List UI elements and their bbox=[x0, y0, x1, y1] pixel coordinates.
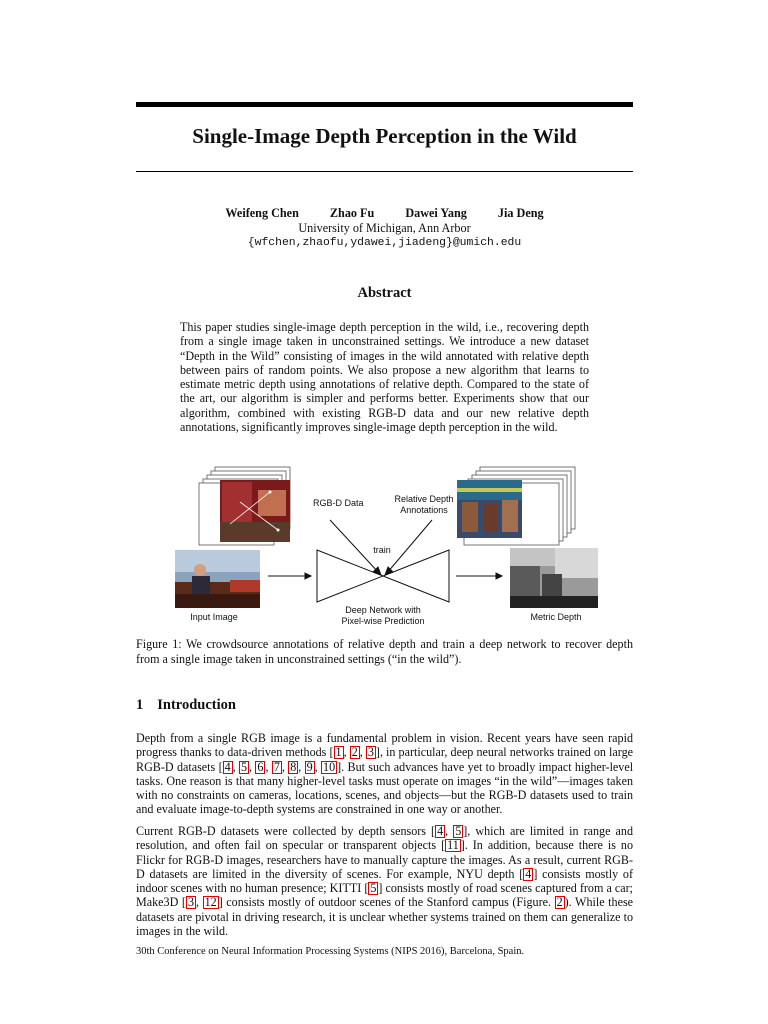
rgbd-data-label: RGB-D Data bbox=[313, 498, 364, 508]
author-name: Weifeng Chen bbox=[225, 206, 299, 220]
citation-link[interactable]: 3 bbox=[367, 745, 374, 760]
citation-link[interactable]: 4 bbox=[525, 866, 532, 881]
relative-depth-image-stack bbox=[457, 467, 575, 545]
citation-link[interactable]: 4 bbox=[224, 759, 231, 774]
citation-link[interactable]: 2 bbox=[351, 745, 358, 760]
train-label: train bbox=[373, 545, 391, 555]
intro-paragraph-2: Current RGB-D datasets were collected by depth sensors [ 4 , 5 ], which are limited in range and resolution, and often fail on specular or transparent objects [ 11 ]. In addition, because there is no Flickr for RGB-D images, researchers have to manually capture the images. As a result, current RGB-D datasets are limited in the diversity of scenes. For example, NYU depth [ 4 ] consists mostly of indoor scenes with no human presence; KITTI [ 5 ] consists mostly of road scenes captured from a car; Make3D [ 3 , 12 ] consists mostly of outdoor scenes of the Stanford campus (Figure. 2 ). While these datasets are pivotal in driving research, it is unclear whether systems trained on them can generalize to images in the wild. bbox=[136, 824, 634, 939]
text-span: . In addition, because there is no Flickr for RGB-D images, researchers have to manually capture the images. As a result, current RGB-D datasets are limited in the diversity of scenes. For example, NYU depth bbox=[136, 838, 634, 881]
citation-link[interactable]: 12 bbox=[204, 895, 217, 910]
title-bottom-rule bbox=[136, 171, 633, 172]
citation-link[interactable]: 5 bbox=[455, 824, 462, 838]
citation-link[interactable]: 10 bbox=[323, 759, 336, 774]
citation-link[interactable]: 6 bbox=[257, 759, 264, 774]
section-title: Introduction bbox=[157, 697, 236, 713]
section-number: 1 bbox=[136, 697, 144, 713]
citation-link[interactable]: 5 bbox=[241, 759, 248, 774]
abstract-heading: Abstract bbox=[357, 285, 412, 301]
citation-link[interactable]: 4 bbox=[437, 824, 444, 838]
rgbd-image-stack bbox=[199, 467, 290, 545]
deep-network-diagram bbox=[317, 550, 449, 602]
text-span: Depth from a single RGB image is a fundamental problem in vision. Recent years have seen rapid progress thanks to data-driven methods bbox=[136, 731, 633, 760]
relative-depth-label: Relative Depth bbox=[394, 494, 454, 504]
citation-link[interactable]: 3 bbox=[187, 895, 194, 910]
text-span: , which are limited in range and resolution, and often fail on specular or transparent objects bbox=[136, 824, 633, 853]
abstract-text: This paper studies single-image depth perception in the wild, i.e., recovering depth from a single image taken in unconstrained settings. We introduce a new dataset “Depth in the Wild” consisting of images in the wild annotated with relative depth between pairs of random points. We also propose a new algorithm that learns to estimate metric depth using annotations of relative depth. Compared to the state of the art, our algorithm is simpler and performs better. Experiments show that our algorithm, combined with existing RGB-D data and our new relative depth annotations, significantly improves single-image depth perception in the wild. bbox=[180, 320, 589, 435]
text-span: ). While these datasets are pivotal in driving research, it is unclear whether systems trained on them can generalize to images in the wild. bbox=[136, 895, 634, 939]
network-label-line2: Pixel-wise Prediction bbox=[341, 616, 425, 626]
text-span: , in particular, deep neural networks trained on large RGB-D datasets bbox=[136, 745, 634, 774]
affiliation: University of Michigan, Ann Arbor bbox=[298, 221, 471, 235]
conference-footer: 30th Conference on Neural Information Processing Systems (NIPS 2016), Barcelona, Spain. bbox=[136, 946, 525, 957]
figure-caption: Figure 1: We crowdsource annotations of relative depth and train a deep network to recover depth from a single image taken in unconstrained settings (“in the wild”). bbox=[136, 637, 633, 666]
text-span: consists mostly of road scenes captured from a car; Make3D bbox=[136, 881, 633, 910]
figure-1 bbox=[170, 462, 600, 630]
text-span: . But such advances have yet to broadly impact higher-level tasks. One reason is that many higher-level tasks must operate on images “in the wild”—images taken with no constraints on cameras, locations, scenes, and objects—but the RGB-D datasets used to train and evaluate image-to-depth systems are constrained in one way or another. bbox=[136, 759, 634, 817]
input-image-label: Input Image bbox=[190, 612, 238, 622]
author-name: Zhao Fu bbox=[329, 206, 375, 220]
text-span: consists mostly of outdoor scenes of the Stanford campus (Figure. bbox=[222, 895, 555, 910]
figure-reference-link[interactable]: 2 bbox=[556, 895, 563, 910]
paper-title: Single-Image Depth Perception in the Wild bbox=[192, 124, 577, 148]
network-label-line1: Deep Network with bbox=[345, 605, 421, 615]
title-top-rule bbox=[136, 102, 633, 107]
author-block bbox=[136, 206, 633, 251]
author-names bbox=[136, 206, 633, 221]
author-name: Dawei Yang bbox=[405, 206, 467, 220]
metric-depth-label: Metric Depth bbox=[530, 612, 582, 622]
intro-paragraph-1: Depth from a single RGB image is a fundamental problem in vision. Recent years have seen rapid progress thanks to data-driven methods [ 1 , 2 , 3 ], in particular, deep neural networks trained on large RGB-D datasets [ 4 , 5 , 6 , 7 , 8 , 9 , 10 ]. But such advances have yet to broadly impact higher-level tasks. One reason is that many higher-level tasks must operate on images “in the wild”—images taken with no constraints on cameras, locations, scenes, and objects—but the RGB-D datasets used to train and evaluate image-to-depth systems are constrained in one way or another. bbox=[136, 731, 634, 817]
author-emails: {wfchen,zhaofu,ydawei,jiadeng}@umich.edu bbox=[247, 237, 522, 249]
citation-link[interactable]: 5 bbox=[370, 881, 377, 896]
input-image bbox=[175, 550, 260, 608]
citation-link[interactable]: 1 bbox=[335, 745, 342, 760]
citation-link[interactable]: 8 bbox=[290, 759, 297, 774]
section-heading bbox=[136, 697, 236, 714]
author-name: Jia Deng bbox=[497, 206, 544, 220]
metric-depth-image bbox=[510, 548, 598, 608]
citation-link[interactable]: 11 bbox=[447, 838, 459, 853]
citation-link[interactable]: 7 bbox=[273, 759, 280, 774]
annotations-label: Annotations bbox=[400, 505, 448, 515]
citation-link[interactable]: 9 bbox=[306, 759, 313, 774]
text-span: consists mostly of indoor scenes with no human presence; KITTI bbox=[136, 866, 633, 896]
text-span: Current RGB-D datasets were collected by depth sensors bbox=[136, 824, 432, 838]
